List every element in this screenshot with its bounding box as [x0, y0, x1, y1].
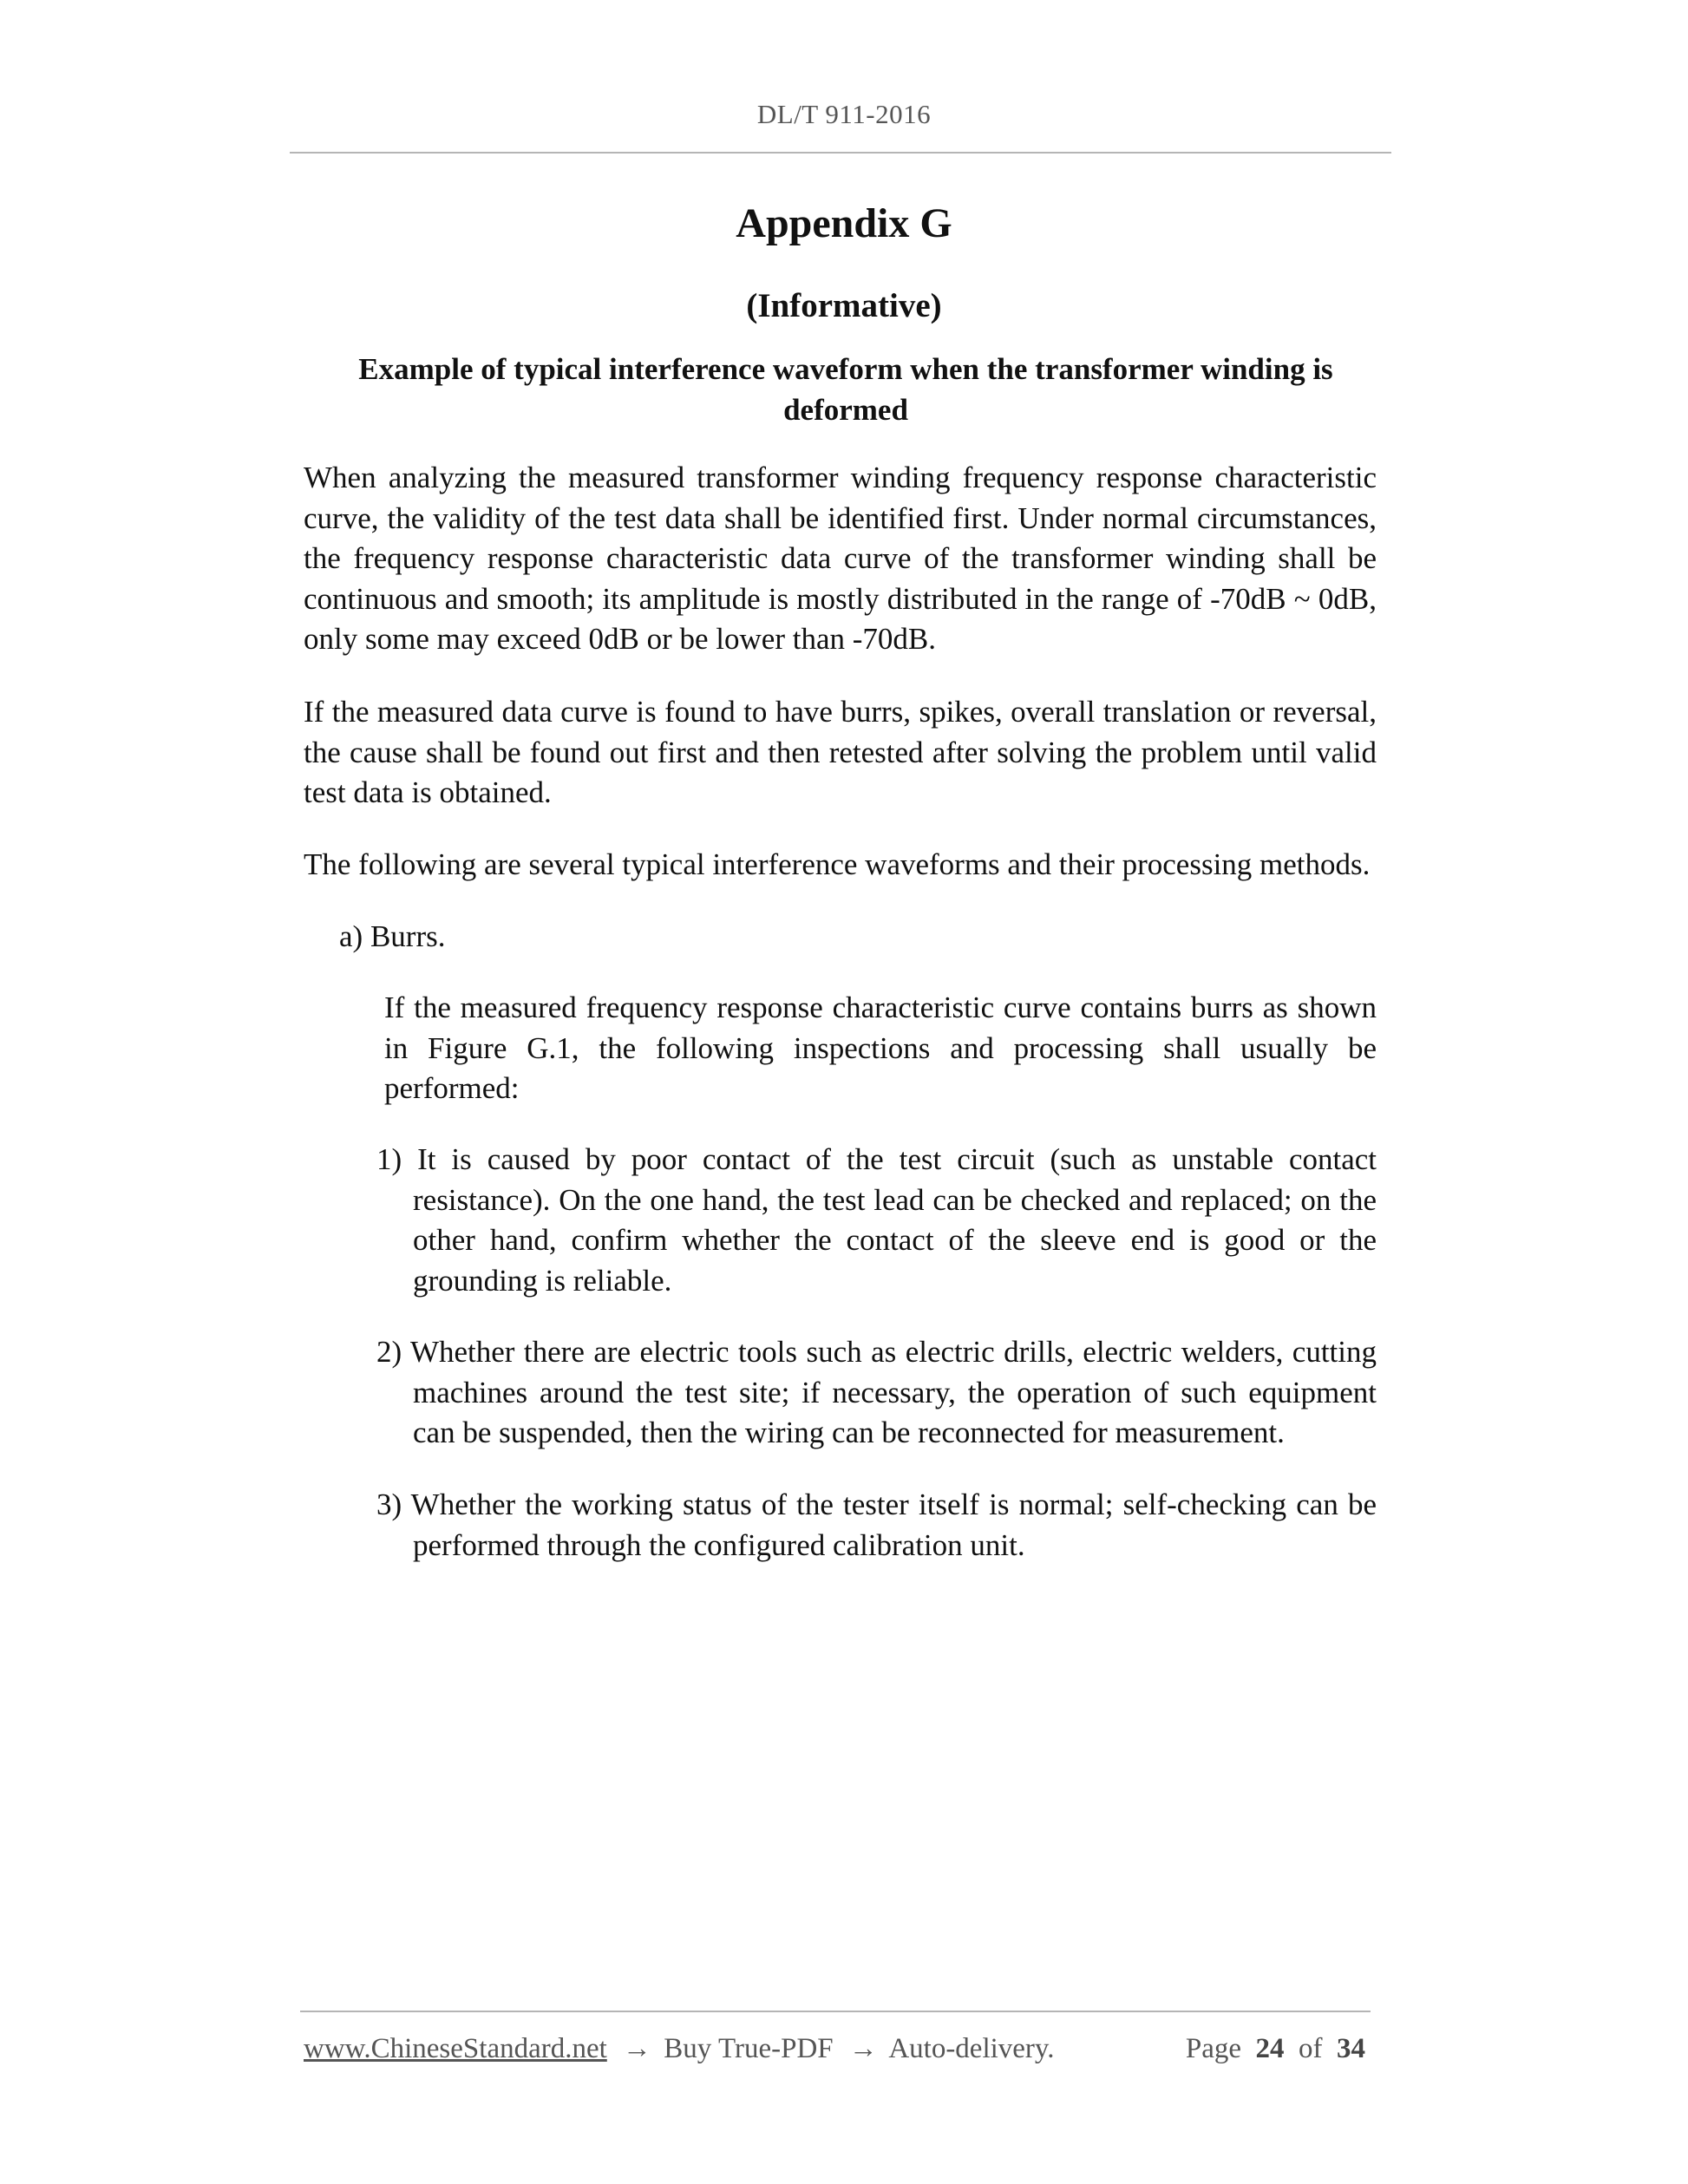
page-total: 34 — [1337, 2033, 1365, 2064]
header-divider — [290, 152, 1391, 154]
appendix-title: Appendix G — [736, 200, 952, 246]
page-label: Page — [1185, 2033, 1241, 2064]
page-number: 24 — [1255, 2033, 1285, 2064]
footer-links — [304, 2033, 1055, 2065]
numbered-item-3: 3) Whether the working status of the tester itself is normal; self-checking can be performed through the configured calibration unit. — [376, 1488, 1377, 1562]
paragraph-validity: When analyzing the measured transformer winding frequency response characteristic curve, the validity of the test data shall be identified first. Under normal circumstances, the frequency response characteristic data curve of the transformer winding shall be continuous and smooth; its amplitude is mostly distributed in the range of -70dB ~ 0dB, only some may exceed 0dB or be lower than -70dB. — [304, 461, 1377, 656]
numbered-item-2: 2) Whether there are electric tools such as electric drills, electric welders, cutting machines around the test site; if necessary, the operation of such equipment can be suspended, then the wiring can be reconnected for measurement. — [376, 1335, 1377, 1449]
page-indicator — [1186, 2033, 1365, 2065]
appendix-subtitle: (Informative) — [746, 287, 942, 324]
list-item-burrs: a) Burrs. — [339, 919, 446, 953]
numbered-item-1: 1) It is caused by poor contact of the test circuit (such as unstable contact resistance). On the one hand, the test lead can be checked and replaced; on the other hand, confirm whether the contact of the sleeve end is good or the grounding is reliable. — [376, 1142, 1377, 1298]
document-code-header: DL/T 911-2016 — [756, 99, 932, 129]
auto-delivery-text: Auto-delivery. — [888, 2033, 1055, 2064]
appendix-heading: Example of typical interference waveform when the transformer winding is deformed — [358, 352, 1333, 427]
arrow-right-icon: → — [623, 2033, 652, 2064]
site-link[interactable]: www.ChineseStandard.net — [304, 2033, 607, 2064]
buy-pdf-text: Buy True-PDF — [664, 2033, 834, 2064]
paragraph-retest: If the measured data curve is found to have burrs, spikes, overall translation or reversal, the cause shall be found out first and then retested after solving the problem until valid test data is obtained. — [304, 695, 1377, 809]
paragraph-intro-waveforms: The following are several typical interference waveforms and their processing methods. — [304, 847, 1371, 881]
paragraph-burrs-description: If the measured frequency response characteristic curve contains burrs as shown in Figure G.1, the following inspections and processing shall usually be performed: — [384, 991, 1377, 1105]
arrow-right-icon: → — [848, 2033, 878, 2064]
footer-divider — [300, 2011, 1371, 2012]
of-label: of — [1299, 2033, 1323, 2064]
